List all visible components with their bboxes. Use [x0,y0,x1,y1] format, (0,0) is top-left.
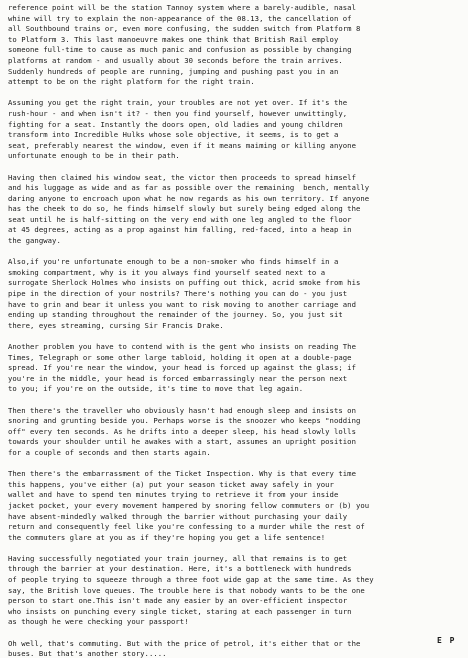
text-line: pipe in the direction of your nostrils? There's nothing you can do - you just [8,289,348,299]
text-line: fighting for a seat. Instantly the doors open, old ladies and young children [8,119,343,129]
text-line: spread. If you're near the window, your head is forced up against the glass; if [8,363,356,373]
text-line: you're in the middle, your head is forced embarrassingly near the person next [8,373,348,383]
text-line: of people trying to squeeze through a three foot wide gap at the same time. As they [8,575,374,585]
text-line: daring anyone to encroach upon what he now regards as his own territory. If anyone [8,193,370,203]
text-line: to you; if you're on the outside, it's time to move that leg again. [8,384,304,394]
text-line: off" every ten seconds. As he drifts into a deeper sleep, his head slowly lolls [8,426,356,436]
paragraph [8,98,460,162]
text-line: there, eyes streaming, cursing Sir Francis Drake. [8,320,224,330]
text-line: smoking compartment, why is it you always find yourself seated next to a [8,267,326,277]
text-line: this happens, you've either (a) put your season ticket away safely in your [8,479,334,489]
paragraph [8,173,460,247]
text-line: ending up standing throughout the remainder of the journey. So, you just sit [8,310,343,320]
paragraph [8,406,460,459]
paragraph [8,554,460,628]
text-line: have absent-mindedly walked through the barrier without purchasing your daily [8,511,348,521]
text-line: reference point will be the station Tannoy system where a barely-audible, nasal [8,3,356,12]
text-line: Also,if you're unfortunate enough to be a non-smoker who finds himself in a [8,257,339,267]
text-line: as though he were checking your passport! [8,617,189,627]
paragraph [8,257,460,331]
text-line: Another problem you have to contend with is the gent who insists on reading The [8,342,356,351]
text-line: has the cheek to do so, he finds himself slowly but surely being edged along the [8,204,361,214]
author-initials: E P [437,636,456,645]
text-line: attempt to be on the right platform for the right train. [8,77,255,87]
text-line: towards your shoulder until he awakes with a start, assumes an upright position [8,437,356,447]
text-line: Then there's the embarrassment of the Ticket Inspection. Why is that every time [8,469,356,479]
text-line: seat until he is half-sitting on the very end with one leg angled to the floor [8,214,352,224]
text-line: surrogate Sherlock Holmes who insists on puffing out thick, acrid smoke from his [8,278,361,288]
text-line: Times, Telegraph or some other large tabloid, holding it open at a double-page [8,352,352,362]
text-line: Assuming you get the right train, your troubles are not yet over. If it's the [8,98,348,108]
text-line: say, the British love queues. The trouble here is that nobody wants to be the one [8,585,365,595]
text-line: platforms at random - and usually about 30 seconds before the train arrives. [8,55,343,65]
paragraph [8,469,460,543]
text-line: jacket pocket, your every movement hampered by snoring fellow commuters or (b) you [8,500,370,510]
text-line: whine will try to explain the non-appearance of the 08.13, the cancellation of [8,13,352,23]
paragraph [8,639,460,658]
text-line: return and consequently feel like you're confessing to a murder while the rest of [8,522,365,532]
text-line: Having then claimed his window seat, the victor then proceeds to spread himself [8,172,356,182]
text-line: through the barrier at your destination. Here, it's a bottleneck with hundreds [8,564,352,574]
text-line: at 45 degrees, acting as a prop against him falling, red-faced, into a heap in [8,225,352,235]
text-line: Then there's the traveller who obviously hasn't had enough sleep and insists on [8,405,356,415]
text-line: the commuters glare at you as if they're hoping you get a life sentence! [8,532,326,542]
text-line: who insists on punching every single ticket, staring at each passenger in turn [8,606,352,616]
text-line: snoring and grunting beside you. Perhaps worse is the snoozer who keeps "nodding [8,416,361,426]
text-line: Oh well, that's commuting. But with the price of petrol, it's either that or the [8,638,361,648]
paragraph [8,342,460,395]
text-line: all Southbound trains or, even more confusing, the sudden switch from Platform 8 [8,24,361,34]
text-line: transform into Incredible Hulks whose sole objective, it seems, is to get a [8,130,339,140]
text-line: rush-hour - and when isn't it? - then you find yourself, however unwittingly, [8,108,348,118]
text-line: to Platform 3. This last manoeuvre makes one think that British Rail employ [8,34,339,44]
text-line: Having successfully negotiated your train journey, all that remains is to get [8,553,348,563]
text-line: unfortunate enough to be in their path. [8,151,180,161]
paragraph [8,3,460,88]
text-line: have to grin and bear it unless you want to risk moving to another carriage and [8,299,356,309]
text-line: buses. But that's another story..... [8,649,167,658]
text-line: person to start one.This isn't made any easier by an over-efficient inspector [8,596,348,606]
text-line: and his luggage as wide and as far as possible over the remaining bench, mentally [8,183,370,193]
text-line: someone full-time to cause as much panic and confusion as possible by changing [8,45,352,55]
text-line: wallet and have to spend ten minutes trying to retrieve it from your inside [8,490,339,500]
article-body [8,3,460,658]
text-line: for a couple of seconds and then starts again. [8,447,211,457]
text-line: seat, preferably nearest the window, even if it means maiming or killing anyone [8,140,356,150]
text-line: the gangway. [8,236,61,246]
text-line: Suddenly hundreds of people are running, jumping and pushing past you in an [8,66,339,76]
